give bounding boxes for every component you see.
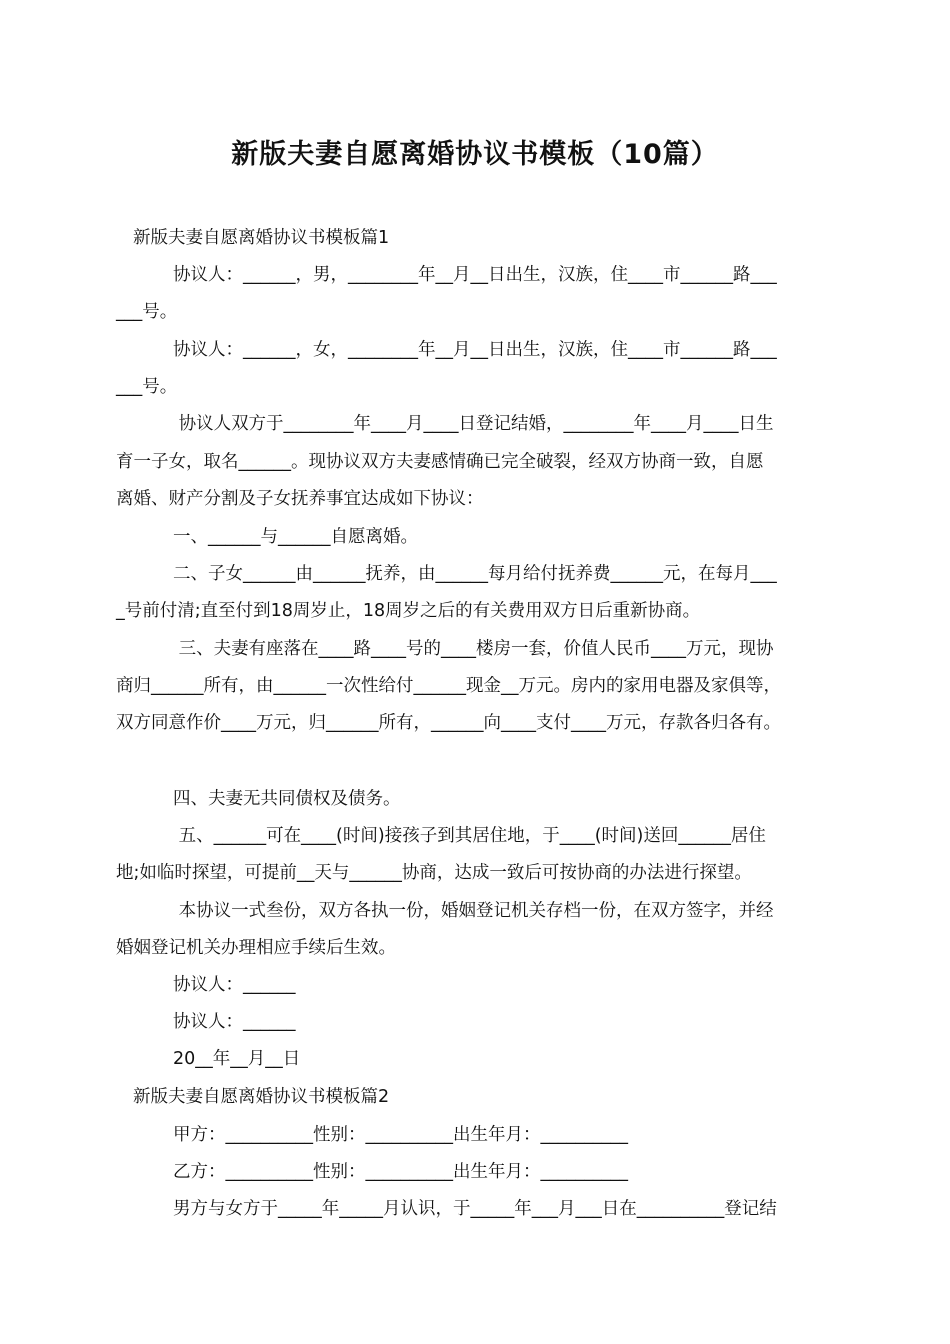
signature-party-1: 协议人：______ [173, 975, 296, 995]
clause-5: 五、______可在____(时间)接孩子到其居住地，于____(时间)送回______居住 [173, 826, 766, 846]
clause-3: 三、夫妻有座落在____路____号的____楼房一套，价值人民币____万元，现协 [173, 639, 774, 659]
section-heading-1: 新版夫妻自愿离婚协议书模板篇1 [133, 228, 390, 248]
section-heading-2: 新版夫妻自愿离婚协议书模板篇2 [133, 1087, 390, 1107]
party-a-info-cont: ___号。 [116, 302, 178, 322]
copies-paragraph-cont: 婚姻登记机关办理相应手续后生效。 [116, 938, 396, 958]
clause-5-cont: 地;如临时探望，可提前__天与______协商，达成一致后可按协商的办法进行探望。 [116, 863, 752, 883]
party-a-info: 协议人：______，男，________年__月__日出生，汉族，住____市______路___ [173, 265, 777, 285]
party-jia-info: 甲方：__________性别：__________出生年月：__________ [173, 1125, 628, 1145]
marriage-paragraph: 协议人双方于________年____月____日登记结婚，________年____月____日生 [173, 414, 774, 434]
clause-3-cont-2: 双方同意作价____万元，归______所有，______向____支付____万元，存款各归各有。 [116, 713, 781, 733]
clause-1: 一、______与______自愿离婚。 [173, 527, 418, 547]
party-yi-info: 乙方：__________性别：__________出生年月：__________ [173, 1162, 628, 1182]
marriage-paragraph-cont-2: 离婚、财产分割及子女抚养事宜达成如下协议： [116, 489, 484, 509]
clause-3-cont-1: 商归______所有，由______一次性给付______现金__万元。房内的家用电器及家俱等， [116, 676, 781, 696]
marriage-paragraph-cont-1: 育一子女，取名______。现协议双方夫妻感情确已完全破裂，经双方协商一致，自愿 [116, 452, 764, 472]
party-b-info: 协议人：______，女，________年__月__日出生，汉族，住____市______路___ [173, 340, 777, 360]
clause-2: 二、子女______由______抚养，由______每月给付抚养费______元，在每月___ [173, 564, 777, 584]
document-title: 新版夫妻自愿离婚协议书模板（10篇） [231, 139, 719, 170]
copies-paragraph: 本协议一式叁份，双方各执一份，婚姻登记机关存档一份，在双方签字，并经 [173, 901, 774, 921]
signature-party-2: 协议人：______ [173, 1012, 296, 1032]
clause-2-cont: _号前付清;直至付到18周岁止，18周岁之后的有关费用双方日后重新协商。 [116, 601, 701, 621]
party-b-info-cont: ___号。 [116, 377, 178, 397]
acquaintance-paragraph: 男方与女方于_____年_____月认识，于_____年___月___日在__________登记结 [173, 1199, 777, 1219]
clause-4: 四、夫妻无共同债权及债务。 [173, 789, 401, 809]
signature-date: 20__年__月__日 [173, 1049, 301, 1069]
